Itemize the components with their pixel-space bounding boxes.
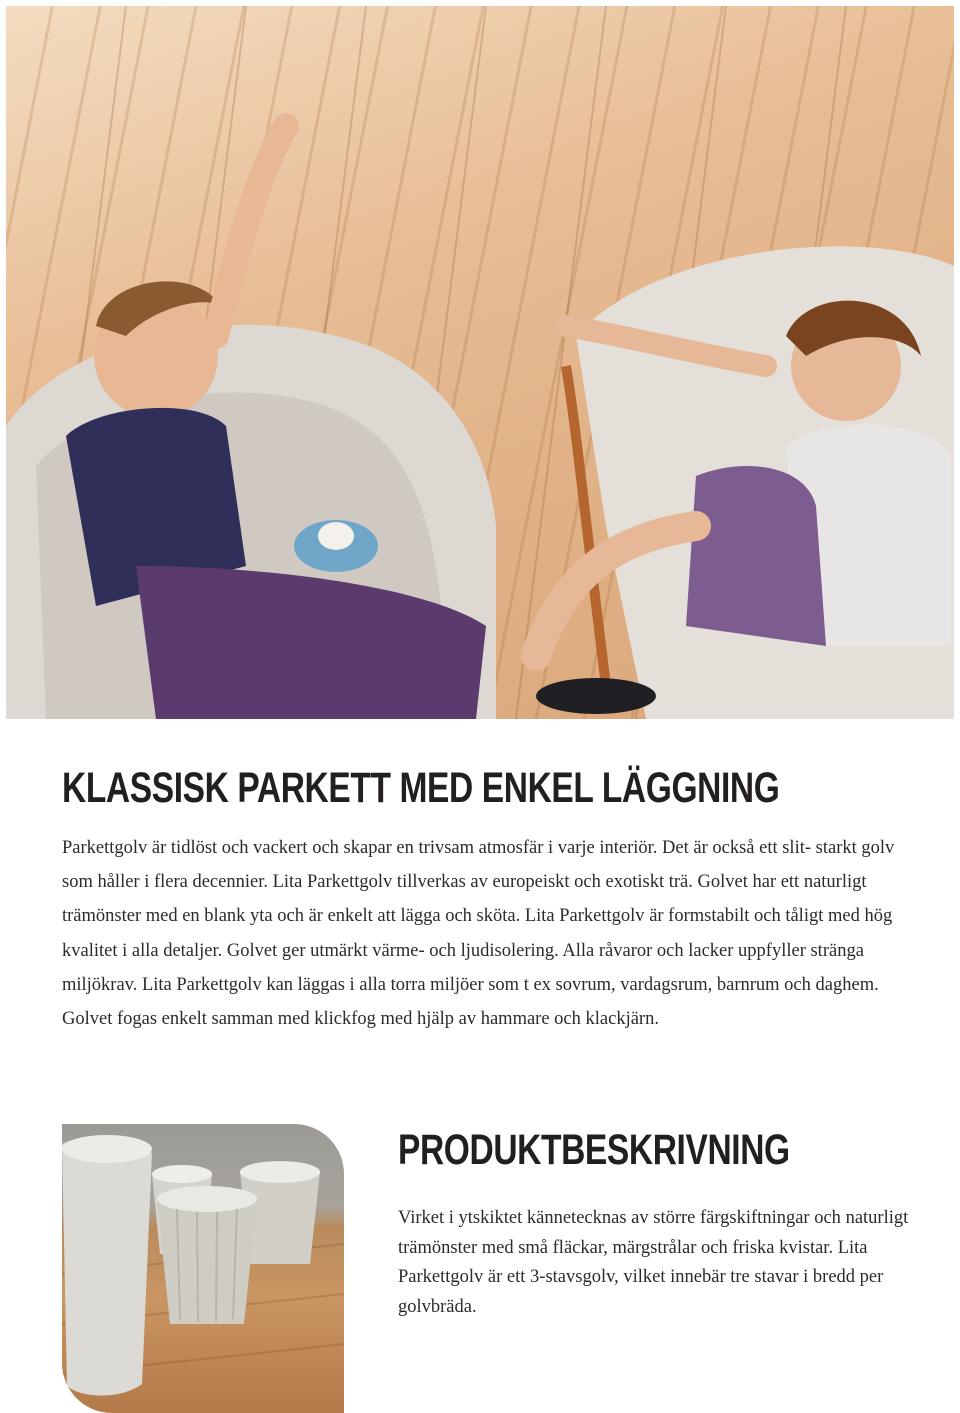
body-line: är formstabilt och tåligt med hög kvalitet i alla detaljer. Golvet ger utmärkt värme- och ljudisolering. (62, 906, 893, 961)
section-title-classic-parquet: KLASSISK PARKETT MED ENKEL LÄGGNING (62, 764, 780, 812)
body-line: hjälp av hammare och klackjärn. (417, 1009, 659, 1030)
body-line: som t ex sovrum, vardagsrum, barnrum och daghem. Golvet fogas enkelt samman med klickfog med (62, 974, 879, 1030)
section-title-product-description: PRODUKTBESKRIVNING (398, 1126, 790, 1174)
planters-photo (62, 1124, 344, 1413)
body-line: Virket i ytskiktet kännetecknas av större färgskiftningar och (398, 1208, 841, 1228)
section-body-classic-parquet (62, 831, 912, 1036)
body-line: naturligt trämönster med små fläckar, märgstrålar och friska (398, 1208, 909, 1258)
body-line: Golvet har ett naturligt trämönster med en blank yta och är enkelt att lägga och sköta. Lita Parkettgolv (62, 872, 867, 927)
hero-photo-illustration (6, 6, 954, 719)
planters-photo-illustration (62, 1124, 344, 1413)
body-line: Parkettgolv är tidlöst och vackert och skapar en trivsam atmosfär i varje interiör. Det är också ett slit- (62, 838, 812, 858)
hero-photo (6, 6, 954, 719)
section-body-product-description (398, 1204, 928, 1322)
body-line: starkt golv som håller i flera decennier. Lita Parkettgolv tillverkas av europeiskt och exotiskt trä. (62, 838, 895, 893)
body-line: Alla råvaror och lacker uppfyller stränga miljökrav. Lita Parkettgolv kan läggas i alla torra miljöer (62, 940, 864, 995)
body-line: kvistar. Lita Parkettgolv är ett 3-stavsgolv, vilket innebär tre (398, 1237, 868, 1288)
body-line: stavar i bredd per golvbräda. (398, 1267, 884, 1317)
